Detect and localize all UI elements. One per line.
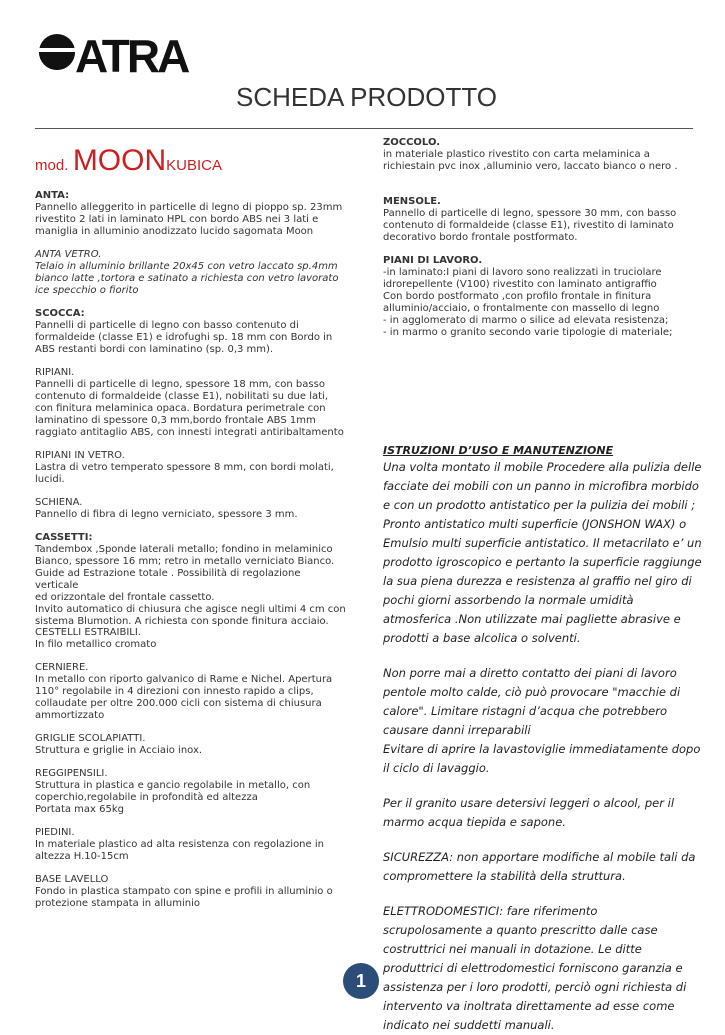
section-cassetti [35,532,347,628]
istruzioni-paragraph: Una volta montato il mobile Procedere alla pulizia delle facciate dei mobili con un panno in microfibra morbido e con un prodotto antistatico per la pulizia dei mobili ; Pronto antistatico multi superficie (JONSHON WAX) o Emulsio multi superficie antistatico. Il metacrilato e’ un prodotto igroscopico e pertanto la superficie raggiunge la sua piena durezza e resistenza al graffio nel giro di pochi giorni assorbendo la normale umidità atmosferica .Non utilizzate mai pagliette abrasive e prodotti a base alcolica o solventi. [383,460,702,645]
section-anta-vetro [35,249,347,297]
istruzioni-paragraph: ELETTRODOMESTICI: fare riferimento scrupolosamente a quanto prescritto dalle case costruttrici nei manuali in dotazione. Le ditte produttrici di elettrodomestici forniscono garanzia e assistenza per i loro prodotti, perciò ogni richiesta di intervento va inoltrata direttamente ad esse come indicato nei suddetti manuali. [383,904,687,1032]
section-heading: CASSETTI: [35,532,93,543]
section-text: CERNIERE. In metallo con riporto galvanico di Rame e Nichel. Apertura 110° regolabile in 4 direzioni con innesto rapido a clips, collaudate per oltre 200.000 cicli con sistema di chiusura ammortizzato [35,662,333,721]
section-text: Pannello alleggerito in particelle di legno di pioppo sp. 23mm rivestito 2 lati in laminato HPL con bordo ABS nei 3 lati e maniglia in alluminio anodizzato lucido sagomata Moon [35,202,343,237]
section-heading: MENSOLE. [383,196,441,207]
page-number-badge: 1 [343,963,379,999]
section-heading: PIANI DI LAVORO. [383,255,483,266]
header-divider [35,128,693,129]
atra-logo [35,28,195,78]
section-text: SCHIENA. Pannello di fibra di legno verniciato, spessore 3 mm. [35,497,298,520]
section-mensole [383,196,703,244]
section-anta [35,190,347,238]
istruzioni-paragraph: Non porre mai a diretto contatto dei piani di lavoro pentole molto calde, ciò può provocare "macchie di calore". Limitare ristagni d’acqua che potrebbero causare danni irreparabili Evitare di aprire la lavastoviglie immediatamente dopo il ciclo di lavaggio. [383,666,701,775]
section-text: RIPIANI. Pannelli di particelle di legno, spessore 18 mm, con basso contenuto di formaldeide (classe E1), nobilitati su due lati, con finitura melaminica opaca. Bordatura perimetrale con laminatino di spessore 0,3 mm,bordo frontale ABS 1mm raggiato antitaglio ABS, con innesti integrati antiribaltamento [35,367,344,438]
section-text: Pannelli di particelle di legno con basso contenuto di formaldeide (classe E1) e idrofughi sp. 18 mm con Bordo in ABS restanti bordi con laminatino (sp. 0,3 mm). [35,320,333,355]
section-text: BASE LAVELLO Fondo in plastica stampato con spine e profili in alluminio o protezione stampata in alluminio [35,874,333,909]
istruzioni-heading: ISTRUZIONI D’USO E MANUTENZIONE [383,444,614,457]
section-piedini [35,827,347,863]
section-base-lavello [35,874,347,910]
svg-text:ATRA: ATRA [75,30,188,78]
page-title: SCHEDA PRODOTTO [235,82,497,112]
istruzioni-paragraph: Per il granito usare detersivi leggeri o alcool, per il marmo acqua tiepida e sapone. [383,796,675,829]
section-piani-lavoro [383,255,703,339]
section-griglie [35,733,347,757]
section-text: in materiale plastico rivestito con carta melaminica a richiestain pvc inox ,alluminio vero, laccato bianco o nero . [383,149,678,172]
section-text: PIEDINI. In materiale plastico ad alta resistenza con regolazione in altezza H.10-15cm [35,827,324,862]
model-main-name: MOON [72,144,167,177]
section-ripiani [35,367,347,439]
section-text: ANTA VETRO. Telaio in alluminio brillante 20x45 con vetro laccato sp.4mm bianco latte ,tortora e satinato a richiesta con vetro lavorato ice specchio o fiorito [35,249,339,296]
section-cestelli [35,627,347,651]
section-text: REGGIPENSILI. Struttura in plastica e gancio regolabile in metallo, con coperchio,regolabile in profondità ed altezza Portata max 65kg [35,768,311,815]
section-zoccolo [383,137,703,173]
section-cerniere [35,662,347,722]
model-prefix: mod. [35,157,69,174]
istruzioni-section [383,443,703,1035]
section-schiena [35,497,347,521]
section-text: GRIGLIE SCOLAPIATTI. Struttura e griglie in Acciaio inox. [35,733,203,756]
section-text: Pannello di particelle di legno, spessore 30 mm, con basso contenuto di formaldeide (classe E1), rivestito di laminato decorativo bordo frontale postformato. [383,208,677,243]
section-reggipensili [35,768,347,816]
section-text: RIPIANI IN VETRO. Lastra di vetro temperato spessore 8 mm, con bordi molati, lucidi. [35,450,334,485]
section-heading: ANTA: [35,190,70,201]
section-scocca [35,308,347,356]
section-heading: ZOCCOLO. [383,137,441,148]
section-text: CESTELLI ESTRAIBILI. In filo metallico cromato [35,627,157,650]
section-text: -in laminato:I piani di lavoro sono realizzati in truciolare idrorepellente (V100) rivestito con laminato antigraffio Con bordo postformato ,con profilo frontale in finitura alluminio/acciaio, o frontalmente con massello di legno - in agglomerato di marmo o silice ad elevata resistenza; - in marmo o granito secondo varie tipologie di materiale; [383,267,673,338]
section-heading: SCOCCA: [35,308,85,319]
istruzioni-paragraph: SICUREZZA: non apportare modifiche al mobile tali da compromettere la stabilità della struttura. [383,850,696,883]
section-text: Tandembox ,Sponde laterali metallo; fondino in melaminico Bianco, spessore 16 mm; retro in metallo verniciato Bianco. Guide ad Estrazione totale . Possibilità di regolazione verticale ed orizzontale del frontale cassetto. Invito automatico di chiusura che agisce negli ultimi 4 cm con sistema Blumotion. A richiesta con sponde finitura acciaio. [35,544,346,627]
model-name [35,144,222,178]
section-ripiani-vetro [35,450,347,486]
model-suffix: KUBICA [166,157,222,174]
